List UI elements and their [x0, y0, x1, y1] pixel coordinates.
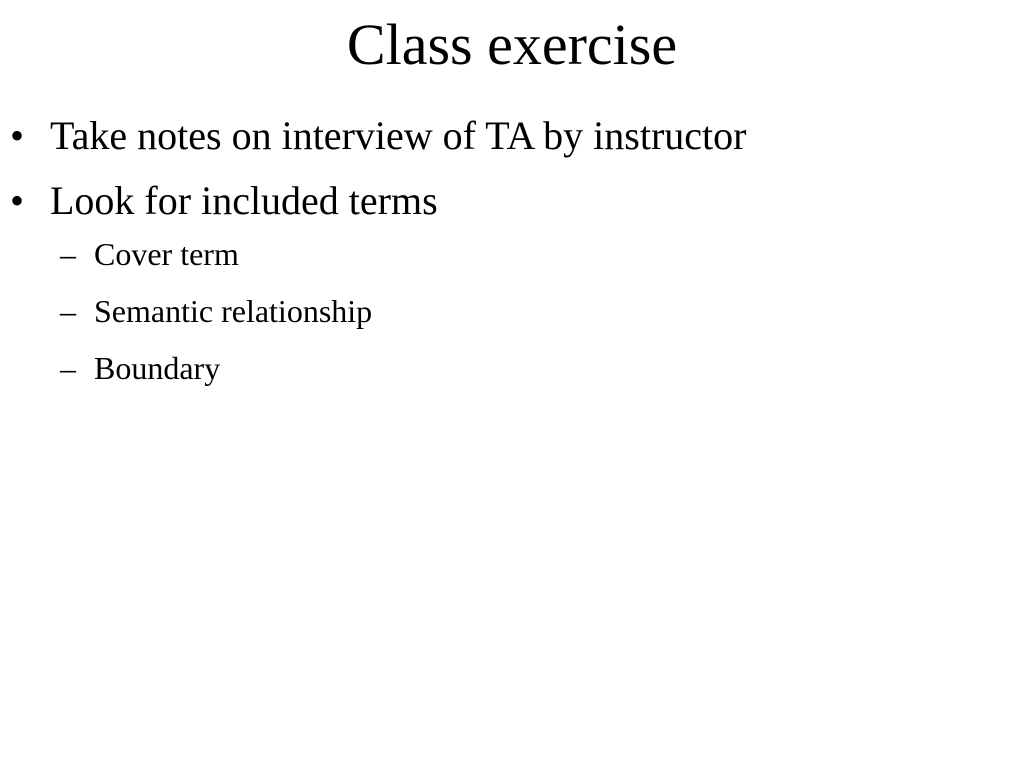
bullet-text: Look for included terms	[50, 178, 438, 223]
subbullet-item	[50, 288, 1024, 334]
slide-title: Class exercise	[346, 12, 678, 77]
bullet-text: Take notes on interview of TA by instructor	[50, 113, 747, 158]
subbullet-item	[50, 231, 1024, 277]
subbullet-item	[50, 345, 1024, 391]
bullet-item	[0, 173, 1024, 391]
bullet-marker-icon: •	[10, 178, 25, 223]
dash-marker-icon: –	[60, 236, 76, 272]
bullet-list	[0, 108, 1024, 402]
dash-marker-icon: –	[60, 293, 76, 329]
bullet-item	[0, 108, 1024, 164]
subbullet-text: Semantic relationship	[94, 293, 373, 329]
subbullet-list	[50, 231, 1024, 391]
bullet-marker-icon: •	[10, 113, 25, 158]
subbullet-text: Cover term	[94, 236, 239, 272]
subbullet-text: Boundary	[94, 350, 221, 386]
dash-marker-icon: –	[60, 350, 76, 386]
